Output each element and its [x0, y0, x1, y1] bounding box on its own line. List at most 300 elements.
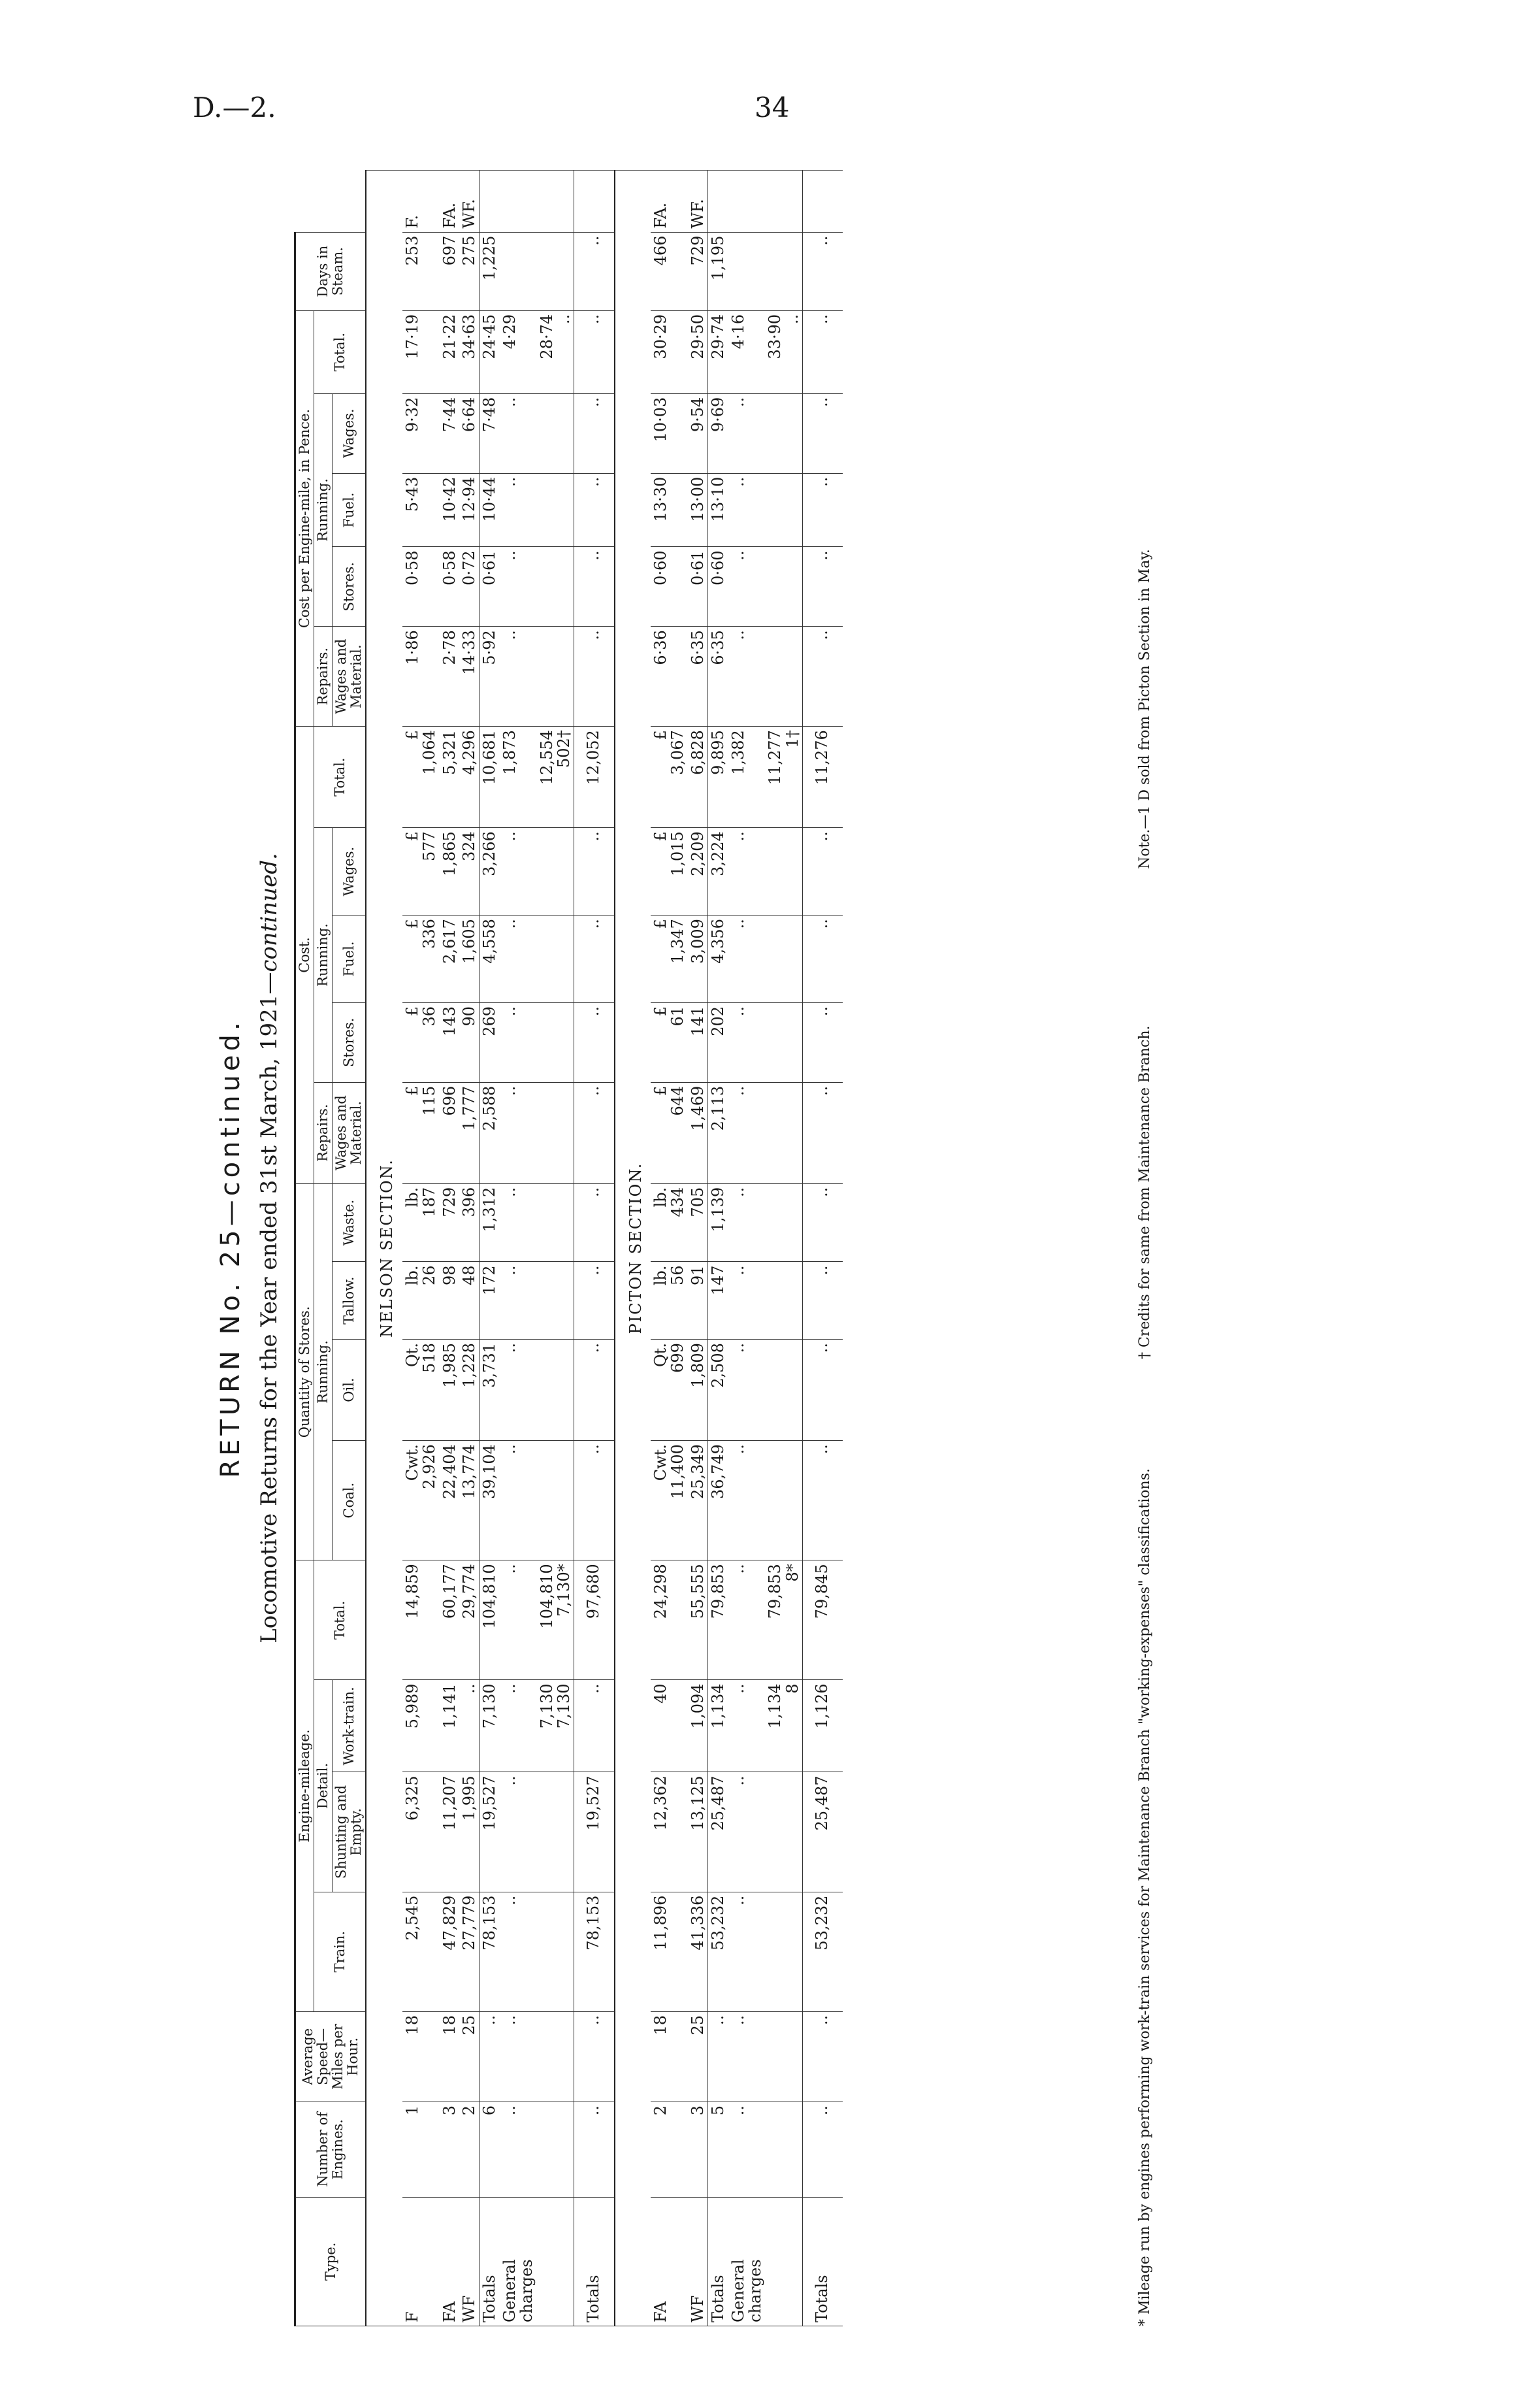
cell-value: 5·43	[402, 476, 421, 512]
cell-value: 2,545	[402, 1895, 421, 1941]
adjust-mileage-total	[765, 1560, 802, 1680]
general-speed: ..	[728, 2011, 766, 2102]
cell-shunting	[440, 1772, 459, 1892]
grand-shunting: 19,527	[574, 1772, 615, 1892]
subtitle-continued: continued.	[256, 853, 282, 972]
grand-waste: ..	[803, 1183, 843, 1262]
general-work: ..	[500, 1680, 537, 1772]
adjust-label	[765, 2197, 802, 2326]
cell-pm-total	[402, 310, 440, 393]
grand-engines: ..	[803, 2102, 843, 2197]
section-row	[366, 171, 402, 2326]
cell-stores	[688, 1002, 708, 1082]
general-waste: ..	[500, 1183, 537, 1262]
totals-mileage-total: 104,810	[480, 1560, 500, 1680]
cell-stores	[459, 1002, 480, 1082]
cell-value: 12,362	[651, 1775, 670, 1831]
cell-value: 696	[440, 1085, 459, 1116]
grand-oil: ..	[574, 1340, 615, 1441]
cell-value: 18	[440, 2015, 459, 2036]
cell-pm-fuel	[402, 473, 440, 547]
th-fuel: Fuel.	[333, 915, 366, 1003]
cell-waste	[440, 1183, 459, 1262]
cell-value: 34·63	[459, 314, 478, 359]
unit-label: £	[402, 919, 421, 929]
cell-value: 24,298	[651, 1564, 670, 1619]
general-pm-wages: ..	[728, 393, 766, 473]
cell-value: 1,228	[459, 1343, 478, 1388]
cell-value: 1,015	[668, 831, 687, 876]
totals-pm-stores: 0·61	[480, 547, 500, 627]
general-mileage-total: ..	[728, 1560, 766, 1680]
cell-value: 9·32	[402, 397, 421, 433]
cell-value: 4,296	[459, 730, 478, 775]
grand-coal: ..	[803, 1441, 843, 1560]
cell-value: 1,865	[440, 831, 459, 876]
totals-pm-wages: 7·48	[480, 393, 500, 473]
section-title: NELSON SECTION.	[366, 171, 402, 2326]
cell-type-right: WF.	[688, 171, 708, 233]
adjust-stores	[537, 1002, 574, 1082]
cell-value: 115	[420, 1085, 439, 1116]
cell-fuel	[440, 915, 459, 1003]
general-charges-label: General charges	[728, 2197, 766, 2326]
cell-engines	[688, 2102, 708, 2197]
cell-value: 10·42	[440, 476, 459, 522]
general-blank	[728, 171, 766, 233]
general-pm-repairs: ..	[500, 627, 537, 727]
totals-pm-repairs: 5·92	[480, 627, 500, 727]
table-row	[459, 171, 480, 2326]
totals-pm-fuel: 10·44	[480, 473, 500, 547]
cell-value: 1,777	[459, 1085, 478, 1131]
adjust-repairs	[765, 1082, 802, 1183]
th-pm-total: Total.	[314, 310, 366, 393]
adjust-value: 12,554 502†	[537, 730, 573, 785]
cell-train	[651, 1892, 688, 2011]
adjust-speed	[537, 2011, 574, 2102]
cell-type-right: FA.	[440, 171, 459, 233]
cell-type: FA	[651, 2197, 688, 2326]
totals-pm-total: 29·74	[708, 310, 728, 393]
cell-value: 13,125	[688, 1775, 707, 1831]
cell-cost-total	[459, 727, 480, 828]
subtitle-text: Locomotive Returns for the Year ended 31st March, 1921—	[256, 972, 282, 1643]
grand-days: ..	[574, 232, 615, 310]
cell-value: 2·78	[440, 630, 459, 665]
unit-label: £	[651, 919, 670, 929]
cell-mileage-total	[688, 1560, 708, 1680]
general-tallow: ..	[728, 1262, 766, 1340]
totals-stores: 202	[708, 1002, 728, 1082]
totals-speed: ..	[708, 2011, 728, 2102]
grand-pm-repairs: ..	[803, 627, 843, 727]
totals-shunting: 25,487	[708, 1772, 728, 1892]
totals-cost-total: 10,681	[480, 727, 500, 828]
cell-value: 3	[688, 2105, 707, 2116]
totals-tallow: 172	[480, 1262, 500, 1340]
grand-mileage-total: 79,845	[803, 1560, 843, 1680]
adjust-pm-wages	[537, 393, 574, 473]
cell-value: 30·29	[651, 314, 670, 359]
grand-tallow: ..	[574, 1262, 615, 1340]
general-coal: ..	[728, 1441, 766, 1560]
cell-work	[651, 1680, 688, 1772]
cell-pm-repairs	[688, 627, 708, 727]
adjust-cost-total	[765, 727, 802, 828]
totals-train: 53,232	[708, 1892, 728, 2011]
cell-type: FA	[440, 2197, 459, 2326]
cell-oil	[440, 1340, 459, 1441]
cell-work	[688, 1680, 708, 1772]
footnote-mileage: * Mileage run by engines performing work-train services for Maintenance Branch "working-expenses" classifications.	[1137, 1468, 1153, 2326]
cell-value: 396	[459, 1187, 478, 1217]
cell-type: WF	[688, 2197, 708, 2326]
unit-label: lb.	[402, 1187, 421, 1208]
adjust-work	[537, 1680, 574, 1772]
adjust-work	[765, 1680, 802, 1772]
general-wages: ..	[500, 828, 537, 915]
adjust-fuel	[765, 915, 802, 1003]
cell-speed	[402, 2011, 440, 2102]
unit-label: lb.	[651, 1265, 670, 1286]
cell-mileage-total	[459, 1560, 480, 1680]
totals-oil: 3,731	[480, 1340, 500, 1441]
cell-oil	[651, 1340, 688, 1441]
cell-pm-repairs	[459, 627, 480, 727]
unit-label: £	[402, 831, 421, 842]
general-fuel: ..	[728, 915, 766, 1003]
cell-wages	[440, 828, 459, 915]
cell-train	[440, 1892, 459, 2011]
cell-pm-repairs	[402, 627, 440, 727]
cell-value: 41,336	[688, 1895, 707, 1951]
th-pm-wages-material: Wages and Material.	[333, 627, 366, 727]
cell-value: 577	[420, 831, 439, 862]
totals-coal: 36,749	[708, 1441, 728, 1560]
general-engines: ..	[728, 2102, 766, 2197]
unit-label: Cwt.	[651, 1444, 670, 1481]
cell-fuel	[651, 915, 688, 1003]
general-pm-fuel: ..	[728, 473, 766, 547]
cell-repairs	[459, 1082, 480, 1183]
cell-value: 40	[651, 1683, 670, 1704]
cell-value: 13·30	[651, 476, 670, 522]
adjust-value: 104,810 7,130*	[537, 1564, 573, 1629]
general-blank	[500, 171, 537, 233]
totals-stores: 269	[480, 1002, 500, 1082]
adjust-engines	[537, 2102, 574, 2197]
grand-pm-total: ..	[803, 310, 843, 393]
grand-cost-total: 12,052	[574, 727, 615, 828]
cell-value: 2,209	[688, 831, 707, 876]
totals-pm-fuel: 13·10	[708, 473, 728, 547]
th-tallow: Tallow.	[333, 1262, 366, 1340]
totals-fuel: 4,558	[480, 915, 500, 1003]
cell-pm-total	[688, 310, 708, 393]
general-pm-repairs: ..	[728, 627, 766, 727]
grand-repairs: ..	[574, 1082, 615, 1183]
cell-train	[402, 1892, 440, 2011]
cell-waste	[459, 1183, 480, 1262]
adjust-stores	[765, 1002, 802, 1082]
cell-coal	[440, 1441, 459, 1560]
cell-value: 25	[688, 2015, 707, 2036]
adjust-value: 1,134 8	[766, 1683, 802, 1729]
cell-pm-stores	[459, 547, 480, 627]
general-charges-row	[728, 171, 766, 2326]
cell-shunting	[651, 1772, 688, 1892]
cell-value: 11,896	[651, 1895, 670, 1951]
adjust-engines	[765, 2102, 802, 2197]
cell-value: 27,779	[459, 1895, 478, 1951]
grand-days: ..	[803, 232, 843, 310]
totals-engines: 5	[708, 2102, 728, 2197]
cell-days	[440, 232, 459, 310]
cell-value: 5,321	[440, 730, 459, 775]
cell-value: 729	[688, 235, 707, 266]
cell-value: ..	[459, 1683, 478, 1694]
th-mileage-total: Total.	[314, 1560, 366, 1680]
cell-value: 6,325	[402, 1775, 421, 1821]
general-pm-stores: ..	[500, 547, 537, 627]
general-cost-total: 1,382	[728, 727, 766, 828]
cell-coal	[688, 1441, 708, 1560]
cell-value: 56	[668, 1265, 687, 1286]
cell-value: 1,347	[668, 919, 687, 964]
cell-value: 6·35	[688, 630, 707, 665]
totals-oil: 2,508	[708, 1340, 728, 1441]
adjust-pm-total	[765, 310, 802, 393]
general-train: ..	[728, 1892, 766, 2011]
cell-value: 61	[668, 1006, 687, 1027]
general-wages: ..	[728, 828, 766, 915]
general-waste: ..	[728, 1183, 766, 1262]
grand-blank	[574, 171, 615, 233]
cell-train	[688, 1892, 708, 2011]
grand-wages: ..	[574, 828, 615, 915]
grand-pm-wages: ..	[574, 393, 615, 473]
adjust-tallow	[537, 1262, 574, 1340]
cell-repairs	[688, 1082, 708, 1183]
cell-value: 11,400	[668, 1444, 687, 1500]
cell-oil	[402, 1340, 440, 1441]
footnote-credits: † Credits for same from Maintenance Branch.	[1137, 1025, 1153, 1359]
adjust-fuel	[537, 915, 574, 1003]
grand-oil: ..	[803, 1340, 843, 1441]
cell-value: 26	[420, 1265, 439, 1286]
cell-pm-stores	[688, 547, 708, 627]
totals-engines: 6	[480, 2102, 500, 2197]
totals-row	[708, 171, 728, 2326]
cell-type-right: F.	[402, 171, 440, 233]
cell-coal	[459, 1441, 480, 1560]
general-train: ..	[500, 1892, 537, 2011]
general-oil: ..	[728, 1340, 766, 1441]
adjustment-row	[765, 171, 802, 2326]
cell-value: 13,774	[459, 1444, 478, 1500]
cell-train	[459, 1892, 480, 2011]
totals-repairs: 2,588	[480, 1082, 500, 1183]
grand-cost-total: 11,276	[803, 727, 843, 828]
grand-pm-fuel: ..	[574, 473, 615, 547]
cell-value: 25,349	[688, 1444, 707, 1500]
totals-speed: ..	[480, 2011, 500, 2102]
cell-value: 6·36	[651, 630, 670, 665]
unit-label: lb.	[651, 1187, 670, 1208]
totals-waste: 1,312	[480, 1183, 500, 1262]
footnote-note: Note.—1 D sold from Picton Section in May.	[1137, 549, 1153, 869]
unit-label: £	[651, 1085, 670, 1096]
cell-repairs	[651, 1082, 688, 1183]
th-work-train: Work-train.	[333, 1680, 366, 1772]
totals-coal: 39,104	[480, 1441, 500, 1560]
cell-shunting	[688, 1772, 708, 1892]
cell-value: 1,469	[688, 1085, 707, 1131]
cell-value: 1,605	[459, 919, 478, 964]
general-charges-label: General charges	[500, 2197, 537, 2326]
cell-value: 141	[688, 1006, 707, 1036]
grand-pm-total: ..	[574, 310, 615, 393]
cell-work	[459, 1680, 480, 1772]
adjust-pm-wages	[765, 393, 802, 473]
section-row	[615, 171, 651, 2326]
table-row	[688, 171, 708, 2326]
unit-label: £	[402, 1085, 421, 1096]
cell-tallow	[440, 1262, 459, 1340]
totals-pm-total: 24·45	[480, 310, 500, 393]
adjust-shunting	[765, 1772, 802, 1892]
cell-days	[402, 232, 440, 310]
totals-pm-stores: 0·60	[708, 547, 728, 627]
cell-cost-total	[440, 727, 459, 828]
grand-mileage-total: 97,680	[574, 1560, 615, 1680]
cell-shunting	[459, 1772, 480, 1892]
cell-repairs	[402, 1082, 440, 1183]
cell-pm-fuel	[651, 473, 688, 547]
cell-value: 275	[459, 235, 478, 266]
general-oil: ..	[500, 1340, 537, 1441]
th-cost-running: Running.	[314, 828, 333, 1082]
grand-pm-stores: ..	[574, 547, 615, 627]
cell-waste	[688, 1183, 708, 1262]
cell-repairs	[440, 1082, 459, 1183]
adjust-value: 33·90 ..	[766, 314, 802, 359]
cell-value: 60,177	[440, 1564, 459, 1619]
cell-fuel	[459, 915, 480, 1003]
cell-value: 25	[459, 2015, 478, 2036]
th-detail: Detail.	[314, 1680, 333, 1892]
cell-engines	[459, 2102, 480, 2197]
cell-waste	[651, 1183, 688, 1262]
unit-label: £	[651, 831, 670, 842]
cell-cost-total	[651, 727, 688, 828]
cell-value: 18	[651, 2015, 670, 2036]
general-speed: ..	[500, 2011, 537, 2102]
grand-pm-stores: ..	[803, 547, 843, 627]
unit-label: Qt.	[402, 1343, 421, 1367]
cell-type-right: WF.	[459, 171, 480, 233]
cell-value: 0·60	[651, 550, 670, 586]
general-coal: ..	[500, 1441, 537, 1560]
adjust-coal	[537, 1441, 574, 1560]
cell-cost-total	[688, 727, 708, 828]
cell-mileage-total	[440, 1560, 459, 1680]
cell-value: 2	[459, 2105, 478, 2116]
adjust-pm-total	[537, 310, 574, 393]
return-title: RETURN No. 25—continued.	[216, 1018, 246, 1478]
cell-value: 0·61	[688, 550, 707, 586]
adjust-pm-fuel	[537, 473, 574, 547]
adjust-value: 79,853 8*	[766, 1564, 802, 1619]
totals-pm-repairs: 6·35	[708, 627, 728, 727]
general-tallow: ..	[500, 1262, 537, 1340]
cell-pm-wages	[688, 393, 708, 473]
cell-wages	[402, 828, 440, 915]
cell-value: 518	[420, 1343, 439, 1373]
table-row	[440, 171, 459, 2326]
general-repairs: ..	[728, 1082, 766, 1183]
cell-cost-total	[402, 727, 440, 828]
cell-pm-stores	[651, 547, 688, 627]
th-pm-fuel: Fuel.	[333, 473, 366, 547]
cell-value: 17·19	[402, 314, 421, 359]
cell-value: 644	[668, 1085, 687, 1116]
cell-wages	[651, 828, 688, 915]
th-cost-total: Total.	[314, 727, 366, 828]
grand-blank	[803, 171, 843, 233]
unit-label: £	[651, 730, 670, 740]
cell-oil	[459, 1340, 480, 1441]
totals-cost-total: 9,895	[708, 727, 728, 828]
totals-shunting: 19,527	[480, 1772, 500, 1892]
cell-value: 14·33	[459, 630, 478, 675]
cell-value: 253	[402, 235, 421, 266]
th-cost: Cost.	[295, 727, 314, 1184]
cell-mileage-total	[402, 1560, 440, 1680]
th-quantity-stores: Quantity of Stores.	[295, 1183, 314, 1560]
cell-pm-fuel	[459, 473, 480, 547]
page-header-left: D.—2.	[193, 91, 276, 124]
cell-value: 699	[668, 1343, 687, 1373]
totals-repairs: 2,113	[708, 1082, 728, 1183]
cell-value: 1,064	[420, 730, 439, 775]
unit-label: £	[402, 730, 421, 740]
cell-pm-fuel	[688, 473, 708, 547]
grand-totals-label: Totals	[574, 2197, 615, 2326]
cell-value: 55,555	[688, 1564, 707, 1619]
cell-fuel	[402, 915, 440, 1003]
adjust-oil	[765, 1340, 802, 1441]
general-cost-total: 1,873	[500, 727, 537, 828]
adjust-pm-stores	[537, 547, 574, 627]
th-stores: Stores.	[333, 1002, 366, 1082]
th-wages-material: Wages and Material.	[333, 1082, 366, 1183]
totals-label: Totals	[708, 2197, 728, 2326]
unit-label: lb.	[402, 1265, 421, 1286]
unit-label: £	[651, 1006, 670, 1017]
cell-type-right: FA.	[651, 171, 688, 233]
th-type: Type.	[295, 2197, 366, 2326]
cell-tallow	[651, 1262, 688, 1340]
th-train: Train.	[314, 1892, 366, 2011]
adjust-label	[537, 2197, 574, 2326]
cell-value: 90	[459, 1006, 478, 1027]
general-stores: ..	[728, 1002, 766, 1082]
cell-pm-repairs	[440, 627, 459, 727]
cell-pm-wages	[402, 393, 440, 473]
cell-value: 434	[668, 1187, 687, 1217]
